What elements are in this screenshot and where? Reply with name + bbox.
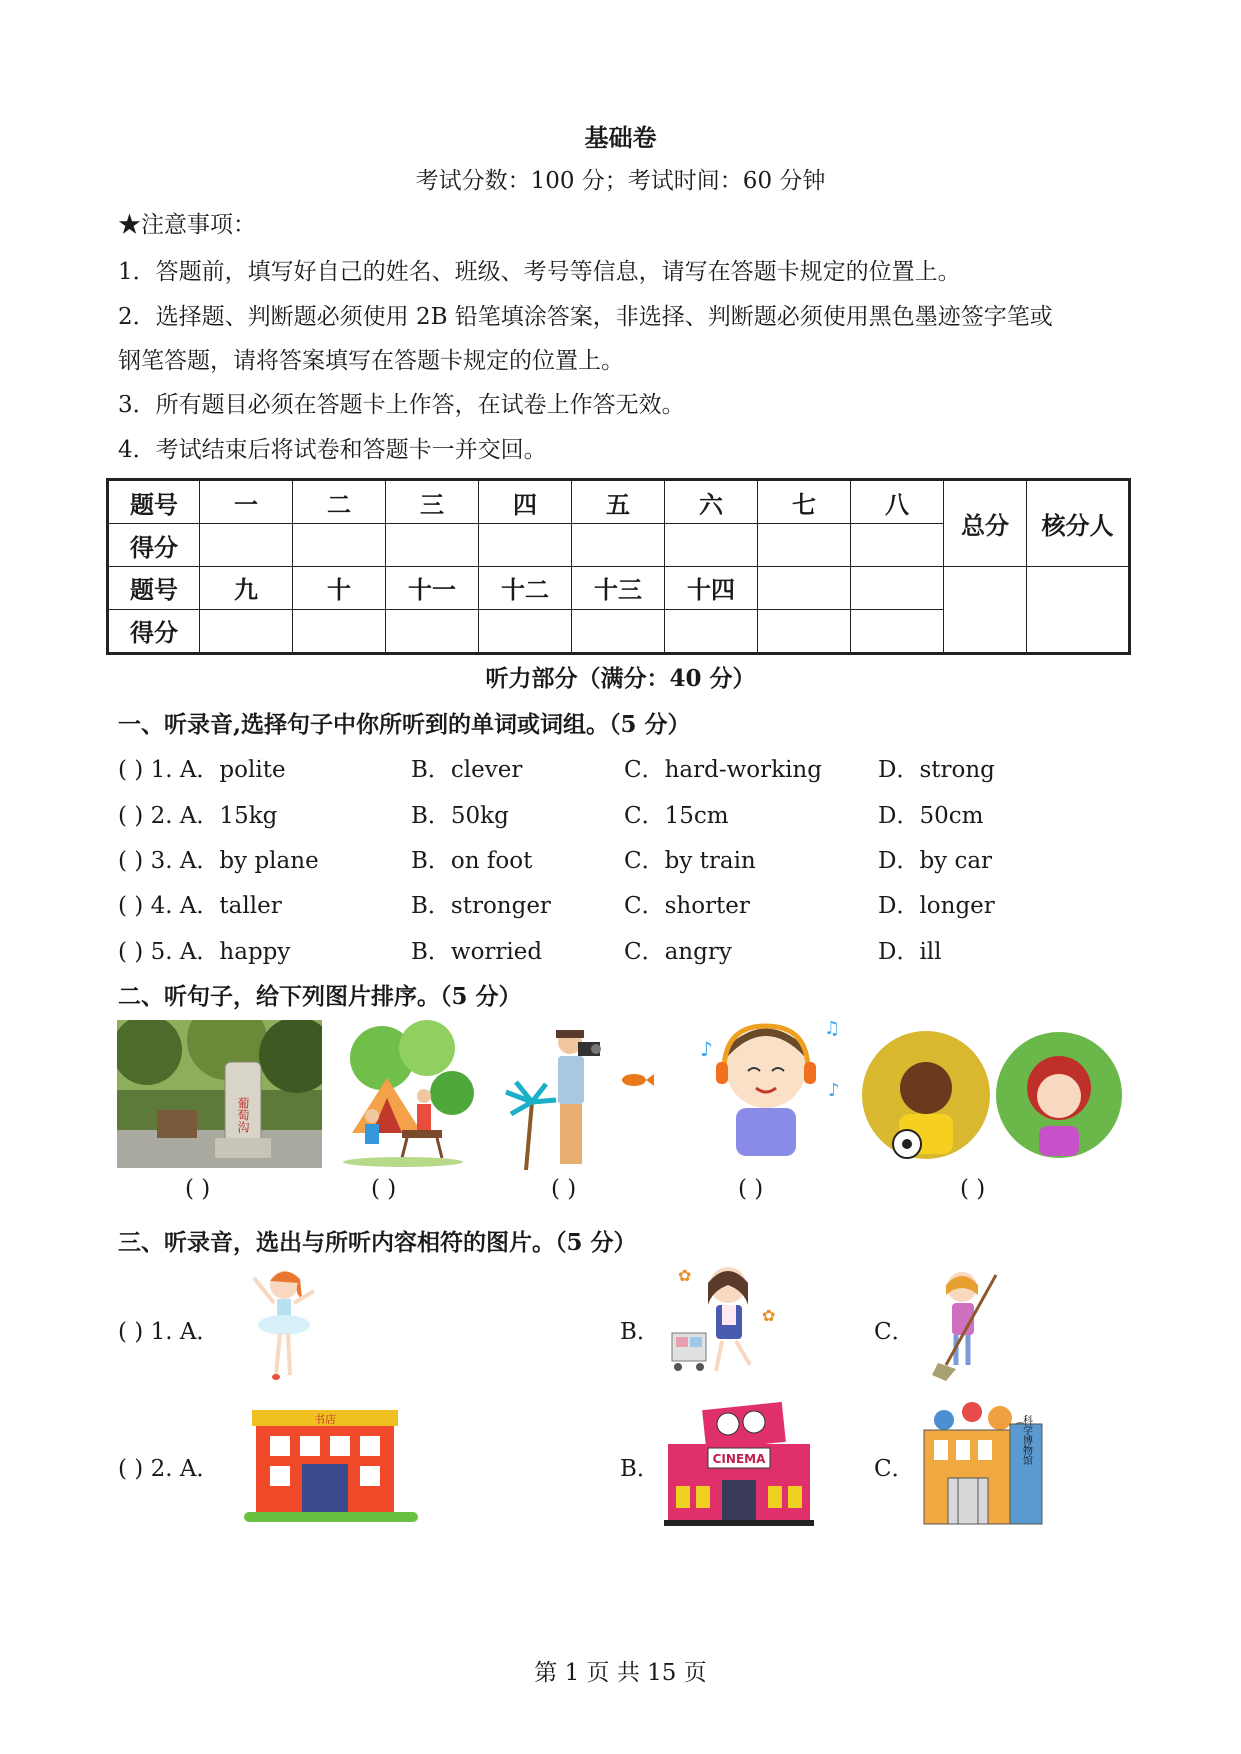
q-c: C．15cm <box>624 803 729 829</box>
two-children-image <box>861 1030 1123 1168</box>
question-row <box>118 887 1118 923</box>
score-cell[interactable] <box>758 609 851 653</box>
q-b: B．on foot <box>411 848 533 874</box>
q-c: C．by train <box>624 848 756 874</box>
score-header: 十一 <box>386 566 479 609</box>
section1-title: 一、听录音,选择句子中你所听到的单词或词组。（5 分） <box>118 711 691 738</box>
score-header: 十三 <box>572 566 665 609</box>
music-child-image <box>688 1016 848 1168</box>
score-cell[interactable] <box>572 609 665 653</box>
score-cell[interactable] <box>386 524 479 567</box>
ballet-girl-image <box>244 1263 324 1383</box>
score-header: 八 <box>851 480 944 524</box>
question-row <box>118 842 1118 878</box>
q1-label: ( ) 1. A． <box>118 1319 220 1345</box>
score-cell[interactable] <box>386 609 479 653</box>
q-d: D．by car <box>878 848 993 874</box>
q2-label: ( ) 2. A． <box>118 1456 220 1482</box>
section3-title: 三、听录音，选出与所听内容相符的图片。（5 分） <box>118 1229 637 1256</box>
listening-header: 听力部分（满分：40 分） <box>485 665 756 692</box>
note-item: 2．选择题、判断题必须使用 2B 铅笔填涂答案，非选择、判断题必须使用黑色墨迹签字笔或 <box>118 304 1053 330</box>
q-a: ( ) 5. A．happy <box>118 939 291 965</box>
cinema-sign: CINEMA <box>712 1452 766 1466</box>
svg-text:✿: ✿ <box>762 1306 776 1325</box>
score-cell[interactable] <box>665 524 758 567</box>
q-b: B．stronger <box>411 893 551 919</box>
score-cell[interactable] <box>665 609 758 653</box>
score-cell[interactable] <box>200 524 293 567</box>
sign-text: 葡萄沟 <box>236 1097 250 1133</box>
bookstore-image <box>244 1402 418 1526</box>
page-title: 基础卷 <box>584 123 657 152</box>
score-cell[interactable] <box>479 524 572 567</box>
svg-text:♪: ♪ <box>828 1080 840 1101</box>
score-header: 十四 <box>665 566 758 609</box>
score-cell[interactable] <box>293 524 386 567</box>
q-c: C．angry <box>624 939 732 965</box>
score-header: 九 <box>200 566 293 609</box>
q-b: B．50kg <box>411 803 509 829</box>
page-footer: 第 1 页 共 15 页 <box>534 1660 707 1686</box>
score-label: 题号 <box>108 480 200 524</box>
science-museum-image <box>920 1400 1046 1528</box>
order-blank[interactable]: ( ) <box>551 1176 577 1202</box>
note-item: 钢笔答题，请将答案填写在答题卡规定的位置上。 <box>118 348 624 374</box>
sweeping-girl-image <box>926 1265 1006 1383</box>
score-header: 十二 <box>479 566 572 609</box>
total-score-cell[interactable] <box>944 566 1027 653</box>
shopping-girl-image <box>666 1261 786 1381</box>
score-cell[interactable] <box>851 609 944 653</box>
q-a: ( ) 1. A．polite <box>118 757 286 783</box>
svg-text:♪: ♪ <box>700 1037 713 1061</box>
q-d: D．50cm <box>878 803 984 829</box>
notes-heading: ★注意事项： <box>118 212 256 238</box>
q-a: ( ) 2. A．15kg <box>118 803 278 829</box>
q-b: B．clever <box>411 757 523 783</box>
q1-option-c: C． <box>874 1319 915 1345</box>
q-d: D．strong <box>878 757 995 783</box>
exam-info: 考试分数：100 分；考试时间：60 分钟 <box>415 168 826 194</box>
score-header: 二 <box>293 480 386 524</box>
q-a: ( ) 3. A．by plane <box>118 848 319 874</box>
score-cell[interactable] <box>479 609 572 653</box>
score-cell[interactable] <box>758 524 851 567</box>
total-score-label: 总分 <box>944 480 1027 567</box>
bookstore-sign: 书店 <box>314 1413 336 1426</box>
order-blank[interactable]: ( ) <box>185 1176 211 1202</box>
checker-label: 核分人 <box>1027 480 1130 567</box>
score-label: 得分 <box>108 524 200 567</box>
score-label: 得分 <box>108 609 200 653</box>
section2-title: 二、听句子，给下列图片排序。（5 分） <box>118 983 522 1010</box>
checker-cell[interactable] <box>1027 566 1130 653</box>
score-table <box>106 478 1131 655</box>
svg-text:♫: ♫ <box>824 1018 841 1039</box>
note-item: 1．答题前，填写好自己的姓名、班级、考号等信息，请写在答题卡规定的位置上。 <box>118 259 961 285</box>
score-label: 题号 <box>108 566 200 609</box>
q-c: C．hard-working <box>624 757 822 783</box>
score-header: 七 <box>758 480 851 524</box>
picnic-image <box>332 1018 474 1168</box>
q-d: D．ill <box>878 939 942 965</box>
score-cell[interactable] <box>293 609 386 653</box>
score-header: 四 <box>479 480 572 524</box>
score-header: 十 <box>293 566 386 609</box>
score-header <box>851 566 944 609</box>
q-d: D．longer <box>878 893 995 919</box>
question-row <box>118 933 1118 969</box>
order-blank[interactable]: ( ) <box>738 1176 764 1202</box>
park-photo-image <box>117 1020 322 1168</box>
svg-text:✿: ✿ <box>678 1266 692 1285</box>
note-item: 4．考试结束后将试卷和答题卡一并交回。 <box>118 437 547 463</box>
q2-option-c: C． <box>874 1456 915 1482</box>
note-item: 3．所有题目必须在答题卡上作答，在试卷上作答无效。 <box>118 392 685 418</box>
question-row <box>118 797 1118 833</box>
score-cell[interactable] <box>200 609 293 653</box>
q1-option-b: B． <box>620 1319 660 1345</box>
score-header: 六 <box>665 480 758 524</box>
q-c: C．shorter <box>624 893 750 919</box>
score-header: 三 <box>386 480 479 524</box>
q-a: ( ) 4. A．taller <box>118 893 282 919</box>
question-row <box>118 751 1118 787</box>
photographer-image <box>496 1022 656 1170</box>
score-header <box>758 566 851 609</box>
cinema-image <box>664 1400 814 1528</box>
q-b: B．worried <box>411 939 543 965</box>
score-cell[interactable] <box>851 524 944 567</box>
order-blank[interactable]: ( ) <box>371 1176 397 1202</box>
order-blank[interactable]: ( ) <box>960 1176 986 1202</box>
q2-option-b: B． <box>620 1456 660 1482</box>
museum-sign: 科学博物馆 <box>1020 1415 1032 1465</box>
score-cell[interactable] <box>572 524 665 567</box>
score-header: 一 <box>200 480 293 524</box>
score-header: 五 <box>572 480 665 524</box>
